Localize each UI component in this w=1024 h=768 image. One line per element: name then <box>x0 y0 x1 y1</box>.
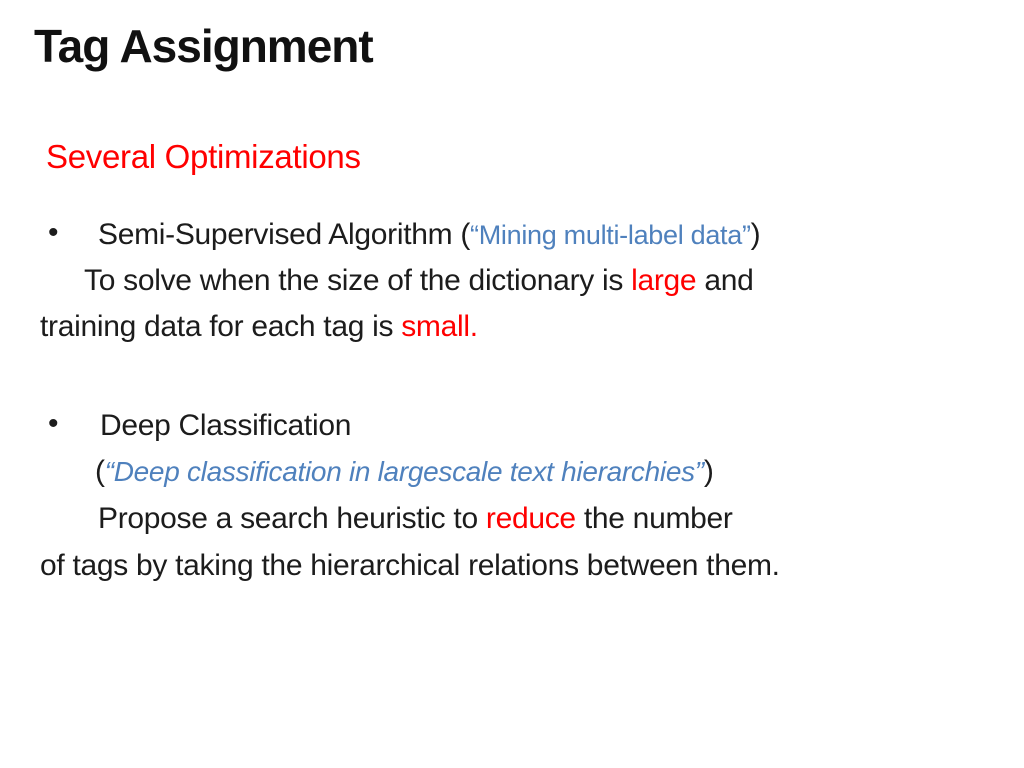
bullet1-marker: • <box>48 216 59 249</box>
bullet1-line1-quote: “Mining multi-label data” <box>470 220 751 250</box>
bullet1-line2-tail: and <box>696 264 754 297</box>
slide-subtitle: Several Optimizations <box>46 138 361 175</box>
bullet2-line2-quote: “Deep classification in largescale text hierarchies” <box>104 456 704 487</box>
bullet2-line3-emphasis: reduce <box>485 502 576 535</box>
slide-title: Tag Assignment <box>34 20 373 72</box>
bullet2-line2 <box>95 453 714 491</box>
bullet2-line3-tail: the number <box>575 502 733 535</box>
bullet2-line1: Deep Classification <box>100 409 352 442</box>
bullet2-line3 <box>98 500 733 538</box>
bullet1-line2-text: To solve when the size of the dictionary is <box>84 264 632 297</box>
bullet2-marker: • <box>48 407 59 440</box>
bullet2-line2-close-paren: ) <box>703 455 714 488</box>
bullet1-line1 <box>98 216 760 254</box>
bullet1-line3 <box>40 308 478 346</box>
bullet1-line2 <box>84 262 754 300</box>
bullet2-line4: of tags by taking the hierarchical relations between them. <box>40 549 780 582</box>
bullet1-line3-emphasis: small. <box>401 310 478 343</box>
bullet2-line2-open-paren: ( <box>95 455 105 488</box>
bullet1-line2-emphasis: large <box>631 264 697 297</box>
bullet1-line1-text: Semi-Supervised Algorithm ( <box>98 218 471 251</box>
bullet1-line1-close-paren: ) <box>750 218 761 251</box>
bullet1-line3-text: training data for each tag is <box>40 310 402 343</box>
bullet2-line3-text: Propose a search heuristic to <box>98 502 486 535</box>
